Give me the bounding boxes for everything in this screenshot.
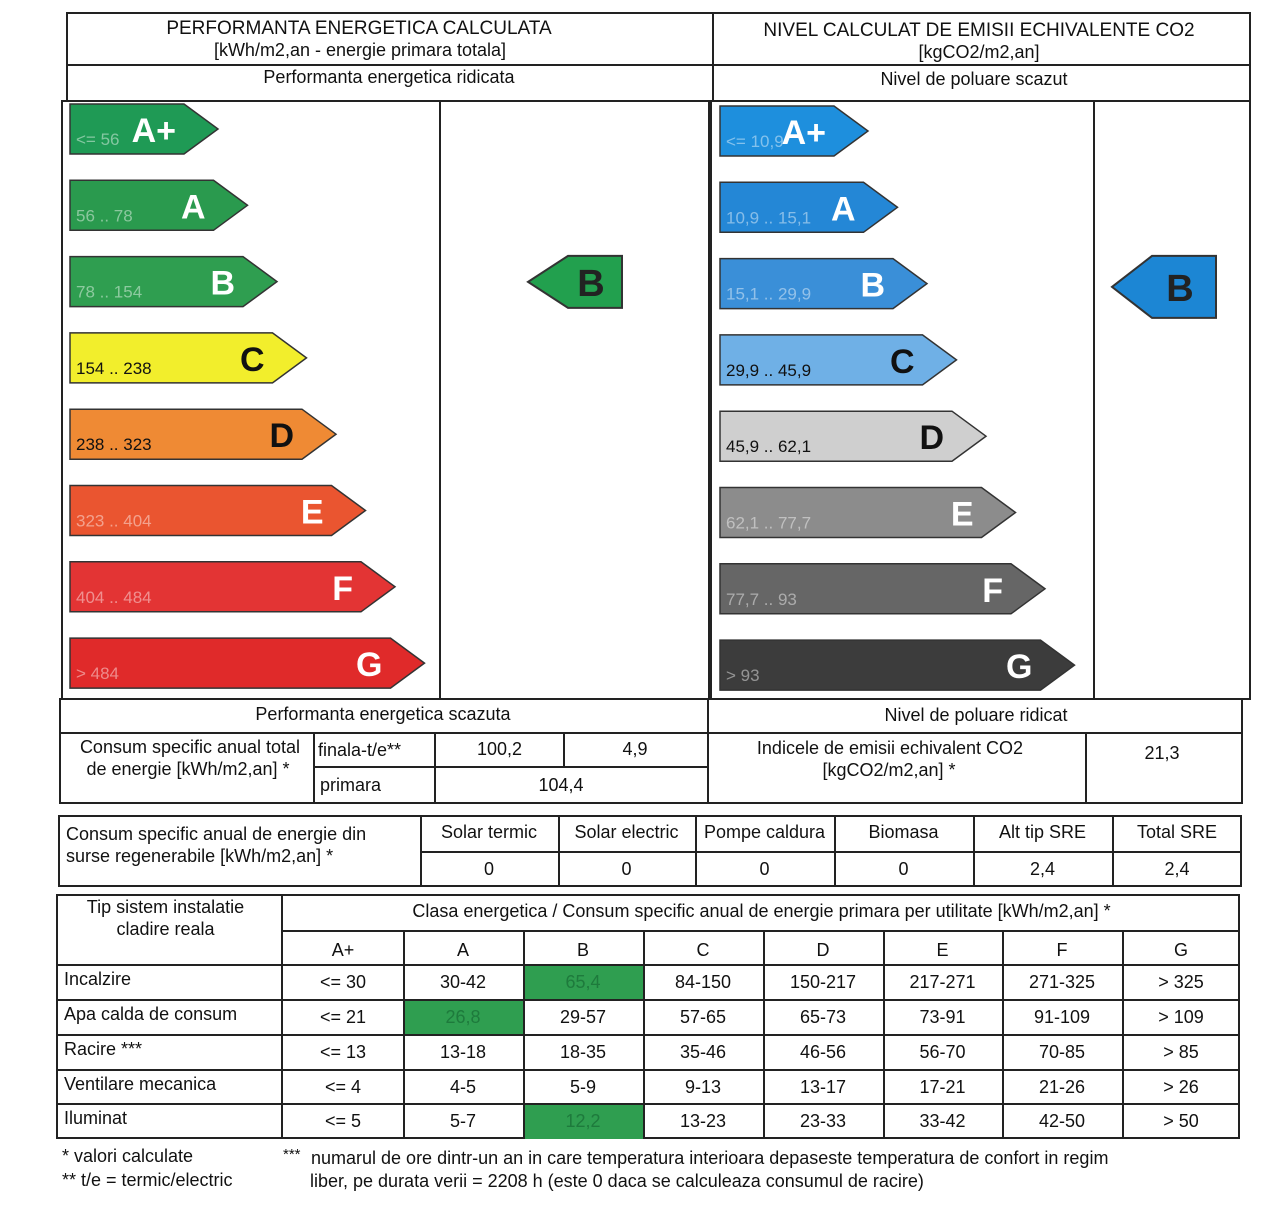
utility-cell: > 109 bbox=[1158, 1007, 1204, 1027]
utility-row-name: Incalzire bbox=[64, 969, 132, 989]
energy-bar-letter: C bbox=[239, 340, 265, 379]
primara-value: 104,4 bbox=[538, 775, 584, 795]
utility-row-name: Racire *** bbox=[64, 1039, 143, 1059]
utility-cell: <= 5 bbox=[324, 1111, 362, 1131]
energy-bar-b bbox=[70, 257, 277, 307]
utility-cell: > 85 bbox=[1163, 1042, 1199, 1062]
co2-bar-c bbox=[720, 335, 957, 385]
co2-bar-b bbox=[720, 259, 927, 309]
co2-result-letter: B bbox=[1166, 267, 1194, 310]
utility-cell: 17-21 bbox=[919, 1077, 966, 1097]
co2-result-arrow bbox=[1112, 256, 1216, 318]
co2-bar-range: 77,7 .. 93 bbox=[726, 589, 797, 609]
finala-label: finala-t/e** bbox=[318, 740, 402, 760]
utility-first-header-2: cladire reala bbox=[116, 919, 215, 939]
co2-bar-letter: G bbox=[1006, 648, 1033, 687]
utility-class-header: E bbox=[936, 940, 949, 960]
energy-bar-letter: D bbox=[269, 417, 294, 456]
utility-cell: 65,4 bbox=[565, 972, 601, 992]
utility-cell: > 26 bbox=[1163, 1077, 1199, 1097]
co2-bar-aplus bbox=[720, 106, 868, 156]
energy-bar-f bbox=[70, 562, 395, 612]
energy-bar-range: 404 .. 484 bbox=[76, 587, 152, 607]
utility-cell: 84-150 bbox=[674, 972, 732, 992]
consumption-label-2: de energie [kWh/m2,an] * bbox=[86, 759, 290, 779]
co2-bar-range: 45,9 .. 62,1 bbox=[726, 437, 812, 457]
utility-cell: <= 21 bbox=[319, 1007, 367, 1027]
utility-class-header: F bbox=[1056, 940, 1068, 960]
energy-bar-range: 238 .. 323 bbox=[76, 435, 152, 455]
note-hours-mark: *** bbox=[283, 1146, 301, 1163]
finala-e-value: 4,9 bbox=[622, 739, 648, 759]
utility-cell: 13-18 bbox=[439, 1042, 487, 1062]
utility-cell: 4-5 bbox=[449, 1077, 476, 1097]
co2-bar-range: <= 10,9 bbox=[726, 132, 784, 151]
note-hours-line1: numarul de ore dintr-un an in care temperatura interioara depaseste temperatura de confort in regim bbox=[311, 1148, 1109, 1168]
renewable-col-header: Total SRE bbox=[1136, 822, 1218, 842]
finala-t-value: 100,2 bbox=[476, 739, 523, 759]
note-calculated: * valori calculate bbox=[62, 1146, 194, 1166]
co2-top-label: Nivel de poluare scazut bbox=[880, 69, 1068, 89]
co2-bottom-label: Nivel de poluare ridicat bbox=[884, 705, 1068, 725]
utility-cell: 26,8 bbox=[445, 1007, 481, 1027]
energy-bar-letter: A+ bbox=[131, 112, 176, 150]
utility-cell: 9-13 bbox=[684, 1077, 722, 1097]
renewable-col-value: 0 bbox=[483, 859, 494, 879]
utility-cell: > 325 bbox=[1158, 972, 1204, 992]
co2-index-label-2: [kgCO2/m2,an] * bbox=[822, 760, 956, 780]
co2-bar-range: > 93 bbox=[726, 666, 760, 686]
co2-bar-letter: F bbox=[982, 571, 1003, 610]
renewable-col-header: Alt tip SRE bbox=[998, 822, 1087, 842]
renewable-col-header: Pompe caldura bbox=[703, 822, 826, 842]
utility-cell: <= 4 bbox=[324, 1077, 362, 1097]
utility-cell: 21-26 bbox=[1038, 1077, 1086, 1097]
co2-bar-range: 62,1 .. 77,7 bbox=[726, 513, 812, 533]
utility-class-header: G bbox=[1173, 940, 1188, 960]
utility-cell: 13-17 bbox=[799, 1077, 847, 1097]
energy-bar-letter: A bbox=[180, 188, 206, 227]
utility-cell: 46-56 bbox=[799, 1042, 847, 1062]
renewable-label-1: Consum specific anual de energie din bbox=[66, 824, 367, 844]
utility-row-name: Iluminat bbox=[64, 1108, 128, 1128]
energy-bar-range: 154 .. 238 bbox=[76, 358, 152, 378]
utility-group-header: Clasa energetica / Consum specific anual de energie primara per utilitate [kWh/m2,an] * bbox=[412, 901, 1111, 921]
utility-cell: 70-85 bbox=[1038, 1042, 1086, 1062]
co2-bar-letter: A bbox=[830, 190, 856, 229]
renewable-col-header: Solar termic bbox=[440, 822, 538, 842]
utility-cell: 30-42 bbox=[439, 972, 487, 992]
renewable-col-value: 0 bbox=[621, 859, 632, 879]
utility-cell: 91-109 bbox=[1033, 1007, 1091, 1027]
renewable-col-value: 0 bbox=[898, 859, 909, 879]
renewable-col-header: Solar electric bbox=[574, 822, 679, 842]
note-te: ** t/e = termic/electric bbox=[62, 1170, 233, 1190]
co2-bar-range: 15,1 .. 29,9 bbox=[726, 284, 812, 304]
co2-bar-d bbox=[720, 411, 986, 461]
utility-cell: 150-217 bbox=[789, 972, 857, 992]
utility-class-header: A+ bbox=[331, 940, 355, 960]
utility-first-header-1: Tip sistem instalatie bbox=[86, 897, 245, 917]
energy-result-arrow bbox=[528, 256, 622, 308]
energy-bar-letter: F bbox=[332, 569, 353, 608]
utility-cell: 57-65 bbox=[679, 1007, 727, 1027]
co2-bar-e bbox=[720, 488, 1016, 538]
co2-bar-letter: D bbox=[919, 419, 944, 458]
co2-index-value: 21,3 bbox=[1144, 743, 1180, 763]
utility-row-name: Ventilare mecanica bbox=[64, 1074, 217, 1094]
utility-cell: 5-9 bbox=[569, 1077, 596, 1097]
co2-index-label-1: Indicele de emisii echivalent CO2 bbox=[756, 738, 1024, 758]
utility-class-header: B bbox=[576, 940, 589, 960]
utility-cell: 33-42 bbox=[919, 1111, 966, 1131]
utility-cell: 65-73 bbox=[799, 1007, 847, 1027]
utility-cell: 73-91 bbox=[919, 1007, 966, 1027]
energy-bar-c bbox=[70, 333, 307, 383]
energy-bar-range: 56 .. 78 bbox=[76, 206, 133, 226]
utility-cell: 42-50 bbox=[1038, 1111, 1086, 1131]
renewable-label-2: surse regenerabile [kWh/m2,an] * bbox=[66, 846, 334, 866]
co2-unit: [kgCO2/m2,an] bbox=[918, 42, 1040, 62]
utility-cell: 13-23 bbox=[679, 1111, 727, 1131]
utility-class-header: D bbox=[816, 940, 830, 960]
co2-bar-g bbox=[720, 640, 1075, 690]
utility-cell: 56-70 bbox=[919, 1042, 966, 1062]
energy-result-letter: B bbox=[577, 262, 605, 305]
energy-unit: [kWh/m2,an - energie primara totala] bbox=[213, 40, 507, 60]
utility-cell: 23-33 bbox=[799, 1111, 847, 1131]
energy-bar-range: <= 56 bbox=[76, 130, 120, 149]
energy-bar-letter: G bbox=[356, 646, 383, 685]
utility-cell: 5-7 bbox=[449, 1111, 476, 1131]
energy-top-label: Performanta energetica ridicata bbox=[263, 67, 515, 87]
energy-bar-range: 323 .. 404 bbox=[76, 511, 152, 531]
utility-class-header: A bbox=[456, 940, 469, 960]
utility-cell: <= 30 bbox=[319, 972, 367, 992]
renewable-col-header: Biomasa bbox=[868, 822, 939, 842]
co2-bar-range: 29,9 .. 45,9 bbox=[726, 360, 812, 380]
energy-bar-g bbox=[70, 638, 425, 688]
utility-cell: 12,2 bbox=[565, 1111, 601, 1131]
note-hours-line2: liber, pe durata verii = 2208 h (este 0 daca se calculeaza consumul de racire) bbox=[310, 1171, 924, 1191]
energy-bar-range: 78 .. 154 bbox=[76, 282, 143, 302]
co2-title: NIVEL CALCULAT DE EMISII ECHIVALENTE CO2 bbox=[763, 20, 1195, 41]
co2-bar-letter: A+ bbox=[781, 114, 826, 152]
co2-bar-f bbox=[720, 564, 1045, 614]
energy-bar-d bbox=[70, 409, 336, 459]
energy-bar-letter: B bbox=[210, 264, 235, 303]
energy-bar-a bbox=[70, 180, 248, 230]
co2-bar-letter: E bbox=[950, 495, 974, 534]
co2-bar-a bbox=[720, 182, 898, 232]
consumption-label-1: Consum specific anual total bbox=[79, 737, 301, 757]
utility-row-name: Apa calda de consum bbox=[64, 1004, 238, 1024]
utility-cell: 35-46 bbox=[679, 1042, 727, 1062]
renewable-col-value: 0 bbox=[759, 859, 770, 879]
energy-bottom-label: Performanta energetica scazuta bbox=[255, 704, 511, 724]
utility-cell: 217-271 bbox=[909, 972, 976, 992]
utility-cell: 29-57 bbox=[559, 1007, 607, 1027]
utility-cell: <= 13 bbox=[319, 1042, 367, 1062]
energy-title: PERFORMANTA ENERGETICA CALCULATA bbox=[166, 18, 552, 39]
co2-bar-letter: B bbox=[860, 266, 885, 305]
co2-bar-range: 10,9 .. 15,1 bbox=[726, 208, 812, 228]
energy-bar-e bbox=[70, 486, 366, 536]
energy-bar-letter: E bbox=[300, 493, 324, 532]
energy-bar-aplus bbox=[70, 104, 218, 154]
renewable-col-value: 2,4 bbox=[1029, 859, 1056, 879]
utility-cell: 271-325 bbox=[1028, 972, 1096, 992]
energy-bar-range: > 484 bbox=[76, 664, 120, 684]
utility-class-header: C bbox=[696, 940, 710, 960]
renewable-col-value: 2,4 bbox=[1164, 859, 1190, 879]
co2-bar-letter: C bbox=[889, 342, 915, 381]
utility-cell: > 50 bbox=[1163, 1111, 1199, 1131]
utility-cell: 18-35 bbox=[559, 1042, 607, 1062]
primara-label: primara bbox=[320, 775, 382, 795]
